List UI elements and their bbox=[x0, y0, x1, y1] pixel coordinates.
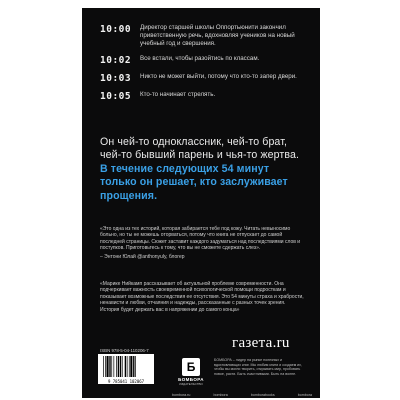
book-back-cover bbox=[82, 8, 320, 398]
bombora-icon: Б bbox=[182, 358, 200, 376]
barcode-number: 9 785041 102067 bbox=[107, 379, 145, 384]
event-text: Никто не может выйти, потому что кто-то запер двери. bbox=[140, 73, 297, 80]
timeline-event bbox=[100, 73, 310, 84]
review-quote: «Это одна из тех историй, которая забирается тебе под кожу. Читать невыносимо больно, но ты не можешь оторваться, потому что книга не отпускает до самой последней страницы. Сюжет заставит каждого задуматься над последствиями слов и поступков. Приготовьтесь к тому, что вы не сможете сдержать слез». bbox=[100, 226, 301, 252]
social-site[interactable]: bombora.ru bbox=[172, 393, 191, 397]
annotation: «Марике Нийкамп рассказывает об актуальной проблеме современности. Она подчеркивает важность своевременной психологической помощи подросткам и показывает возможные последствия ее отсутствия. Это 54 минуты страха и храбрости, ненависти и любви, отчаяния и надежды, рассказанные с разных точек зрения. История будет держать вас в напряжении до самого конца» bbox=[100, 281, 304, 313]
logo-sub: ИЗДАТЕЛЬСТВО bbox=[179, 382, 203, 386]
timeline bbox=[100, 24, 310, 109]
headline bbox=[100, 136, 308, 203]
headline-text: Он чей-то одноклассник, чей-то брат, чей-то бывший парень и чья-то жертва. bbox=[100, 136, 300, 162]
event-text: Все встали, чтобы разойтись по классам. bbox=[140, 55, 260, 62]
event-text: Кто-то начинает стрелять. bbox=[140, 91, 216, 98]
review bbox=[100, 226, 302, 260]
social-instagram[interactable]: bomborabooks bbox=[250, 393, 275, 397]
social-telegram[interactable]: bombora bbox=[297, 393, 312, 397]
publisher-logo bbox=[172, 358, 210, 386]
timeline-event bbox=[100, 24, 310, 48]
gazeta-logo: газета.ru bbox=[232, 335, 290, 351]
event-time: 10:02 bbox=[100, 55, 132, 66]
timeline-event bbox=[100, 55, 310, 66]
barcode bbox=[98, 354, 154, 384]
timeline-event bbox=[100, 91, 310, 102]
social-links bbox=[172, 393, 312, 397]
barcode-icon bbox=[102, 356, 150, 378]
isbn: ISBN 978-5-04-110206-7 bbox=[100, 348, 149, 353]
headline-highlight: В течение следующих 54 минут только он решает, кто заслуживает прощения. bbox=[100, 162, 288, 202]
review-author: – Энтони Юлай @anthonyuly, блогер bbox=[100, 253, 185, 260]
event-time: 10:03 bbox=[100, 73, 132, 84]
logo-name: БОМБОРА bbox=[178, 377, 204, 382]
publisher-info: БОМБОРА – лидер на рынке полезных и вдохновляющих книг. Мы любим книги и создаем их, чтобы вы могли творить, открывать мир, пробовать новое, расти. Быть счастливыми. Быть на волне. bbox=[214, 358, 302, 376]
social-vk[interactable]: bombora bbox=[213, 393, 228, 397]
event-time: 10:05 bbox=[100, 91, 132, 102]
event-text: Директор старшей школы Оппортьюнити закончил приветственную речь, вдохновляя учеников на новый учебный год и свершения. bbox=[140, 24, 295, 47]
event-time: 10:00 bbox=[100, 24, 132, 35]
